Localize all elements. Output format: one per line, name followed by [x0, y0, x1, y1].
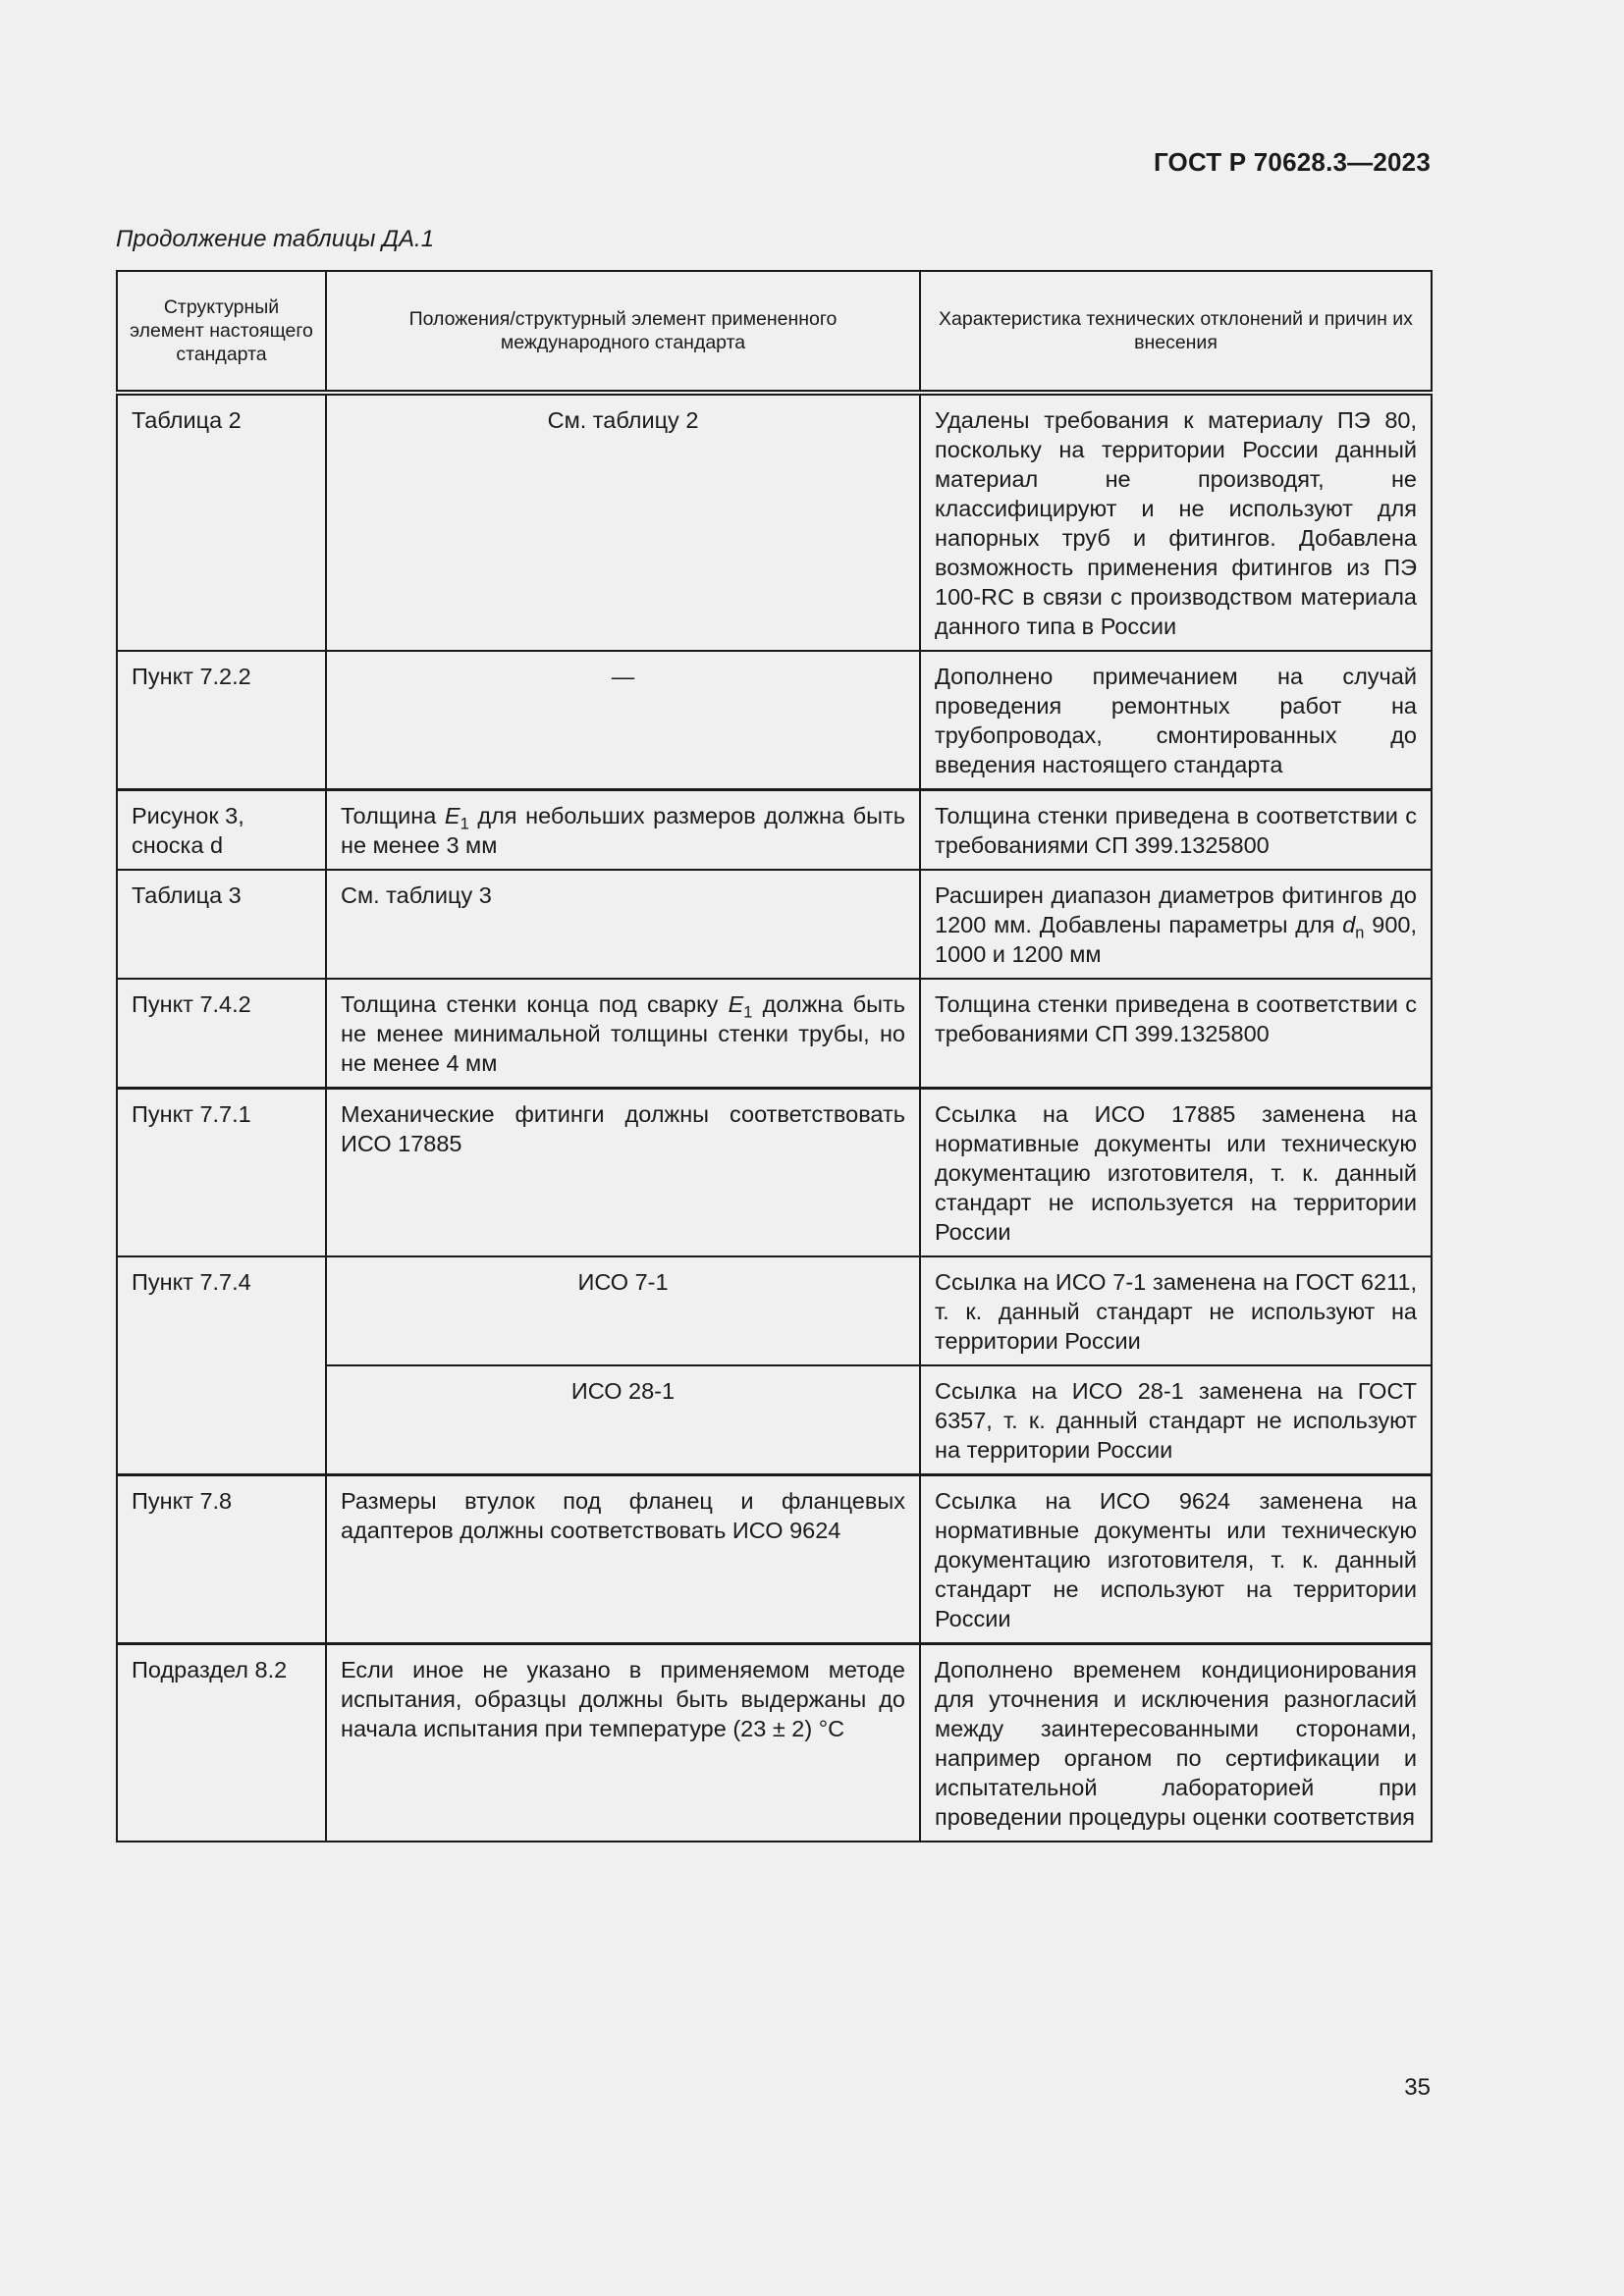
cell-characteristic: Ссылка на ИСО 28-1 заменена на ГОСТ 6357, т. к. данный стандарт не используют на территории России	[920, 1365, 1432, 1475]
cell-element: Таблица 3	[117, 870, 326, 979]
table-row	[117, 1644, 1432, 1842]
cell-element: Пункт 7.8	[117, 1475, 326, 1644]
cell-characteristic: Ссылка на ИСО 17885 заменена на нормативные документы или техническую документацию изготовителя, т. к. данный стандарт не используется на территории России	[920, 1089, 1432, 1257]
header-structural-element: Структурный элемент настоящего стандарта	[117, 271, 326, 393]
table-header-row	[117, 271, 1432, 393]
cell-provision: См. таблицу 3	[326, 870, 920, 979]
symbol-letter: E	[444, 803, 460, 828]
table-caption: Продолжение таблицы ДА.1	[116, 226, 435, 252]
characteristic-text: 900, 1000 и 1200 мм	[935, 912, 1417, 967]
provision-text: для небольших размеров должна быть не менее 3 мм	[341, 803, 905, 858]
cell-element: Пункт 7.7.1	[117, 1089, 326, 1257]
symbol-dn	[1342, 912, 1355, 937]
symbol-subscript: 1	[743, 1003, 753, 1022]
provision-text: должна быть не менее минимальной толщины стенки трубы, но не менее 4 мм	[341, 991, 905, 1076]
cell-characteristic: Дополнено временем кондиционирования для уточнения и исключения разногласий между заинтересованными сторонами, например органом по сертификации и испытательной лабораторией при проведении процедуры оценки соответствия	[920, 1644, 1432, 1842]
cell-characteristic	[920, 870, 1432, 979]
header-international-provision: Положения/структурный элемент примененного международного стандарта	[326, 271, 920, 393]
cell-element: Пункт 7.2.2	[117, 651, 326, 790]
deviations-table	[116, 270, 1433, 1842]
table-row	[117, 1089, 1432, 1257]
cell-element: Пункт 7.7.4	[117, 1256, 326, 1475]
page-number: 35	[1404, 2074, 1431, 2101]
table-row	[117, 651, 1432, 790]
symbol-e1	[729, 991, 744, 1017]
table-row	[117, 979, 1432, 1089]
cell-characteristic: Толщина стенки приведена в соответствии с требованиями СП 399.1325800	[920, 790, 1432, 871]
cell-provision	[326, 979, 920, 1089]
table-row	[117, 870, 1432, 979]
cell-provision: ИСО 7-1	[326, 1256, 920, 1365]
table-row	[117, 1475, 1432, 1644]
header-deviation-characteristic: Характеристика технических отклонений и причин их внесения	[920, 271, 1432, 393]
table-row	[117, 790, 1432, 871]
cell-provision	[326, 790, 920, 871]
cell-provision: —	[326, 651, 920, 790]
cell-provision: ИСО 28-1	[326, 1365, 920, 1475]
cell-characteristic: Толщина стенки приведена в соответствии с требованиями СП 399.1325800	[920, 979, 1432, 1089]
table-row	[117, 393, 1432, 651]
table-row	[117, 1256, 1432, 1365]
symbol-subscript: n	[1355, 924, 1365, 942]
cell-element: Пункт 7.4.2	[117, 979, 326, 1089]
cell-provision: См. таблицу 2	[326, 393, 920, 651]
provision-text: Толщина стенки конца под сварку	[341, 991, 729, 1017]
cell-element: Подраздел 8.2	[117, 1644, 326, 1842]
provision-text: Толщина	[341, 803, 445, 828]
cell-element: Таблица 2	[117, 393, 326, 651]
symbol-subscript: 1	[460, 815, 469, 833]
cell-provision: Размеры втулок под фланец и фланцевых адаптеров должны соответствовать ИСО 9624	[326, 1475, 920, 1644]
symbol-letter: d	[1342, 912, 1356, 937]
cell-provision: Механические фитинги должны соответствовать ИСО 17885	[326, 1089, 920, 1257]
cell-provision: Если иное не указано в применяемом методе испытания, образцы должны быть выдержаны до начала испытания при температуре (23 ± 2) °C	[326, 1644, 920, 1842]
symbol-e1	[445, 803, 460, 828]
cell-element: Рисунок 3, сноска d	[117, 790, 326, 871]
cell-characteristic: Дополнено примечанием на случай проведения ремонтных работ на трубопроводах, смонтированных до введения настоящего стандарта	[920, 651, 1432, 790]
symbol-letter: E	[728, 991, 744, 1017]
characteristic-text: Расширен диапазон диаметров фитингов до 1200 мм. Добавлены параметры для	[935, 882, 1417, 937]
document-code: ГОСТ Р 70628.3—2023	[1153, 147, 1431, 177]
cell-characteristic: Ссылка на ИСО 9624 заменена на нормативные документы или техническую документацию изготовителя, т. к. данный стандарт не используют на территории России	[920, 1475, 1432, 1644]
cell-characteristic: Удалены требования к материалу ПЭ 80, поскольку на территории России данный материал не производят, не классифицируют и не используют для напорных труб и фитингов. Добавлена возможность применения фитингов из ПЭ 100-RC в связи с производством материала данного типа в России	[920, 393, 1432, 651]
cell-characteristic: Ссылка на ИСО 7-1 заменена на ГОСТ 6211, т. к. данный стандарт не используют на территории России	[920, 1256, 1432, 1365]
